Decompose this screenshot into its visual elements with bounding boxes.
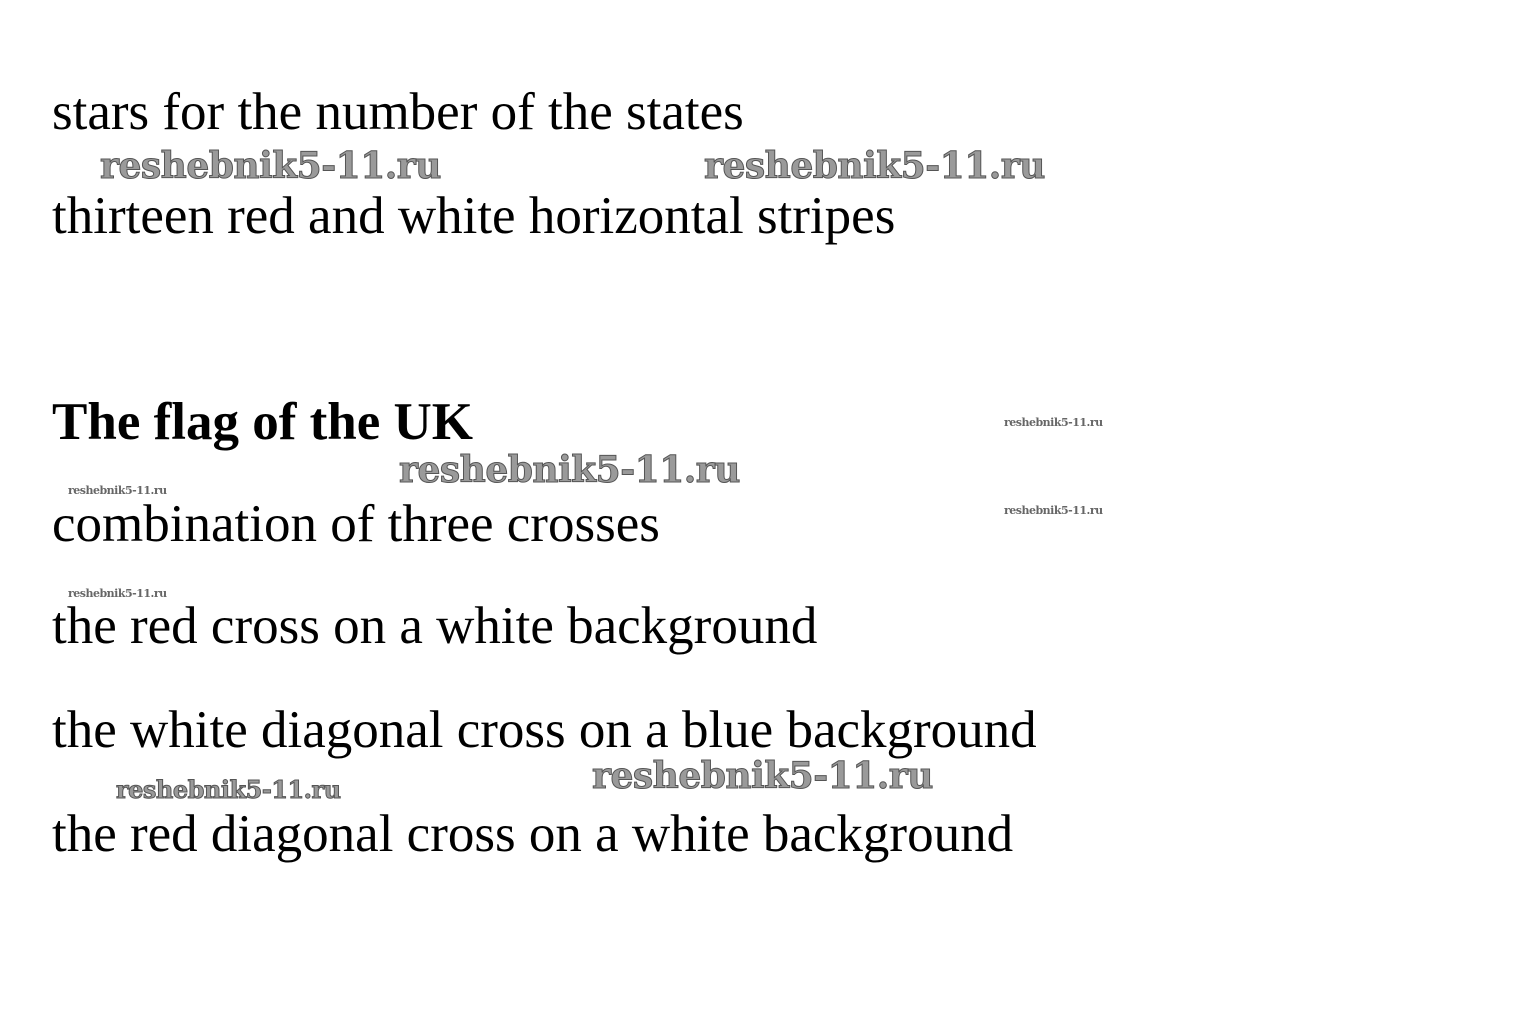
watermark: reshebnik5-11.ru xyxy=(68,587,167,600)
heading-uk-flag: The flag of the UK xyxy=(52,393,474,451)
watermark: reshebnik5-11.ru xyxy=(116,775,341,804)
text-stars: stars for the number of the states xyxy=(52,83,744,141)
watermark: reshebnik5-11.ru xyxy=(68,484,167,497)
text-white-diagonal: the white diagonal cross on a blue background xyxy=(52,701,1037,759)
text-crosses: combination of three crosses xyxy=(52,495,660,553)
text-red-cross: the red cross on a white background xyxy=(52,597,818,655)
text-red-diagonal: the red diagonal cross on a white background xyxy=(52,805,1014,863)
watermark: reshebnik5-11.ru xyxy=(1004,504,1103,517)
watermark: reshebnik5-11.ru xyxy=(592,755,933,797)
watermark: reshebnik5-11.ru xyxy=(100,145,441,187)
watermark: reshebnik5-11.ru xyxy=(1004,416,1103,429)
watermark: reshebnik5-11.ru xyxy=(704,145,1045,187)
text-stripes: thirteen red and white horizontal stripes xyxy=(52,187,896,245)
watermark: reshebnik5-11.ru xyxy=(399,449,740,491)
